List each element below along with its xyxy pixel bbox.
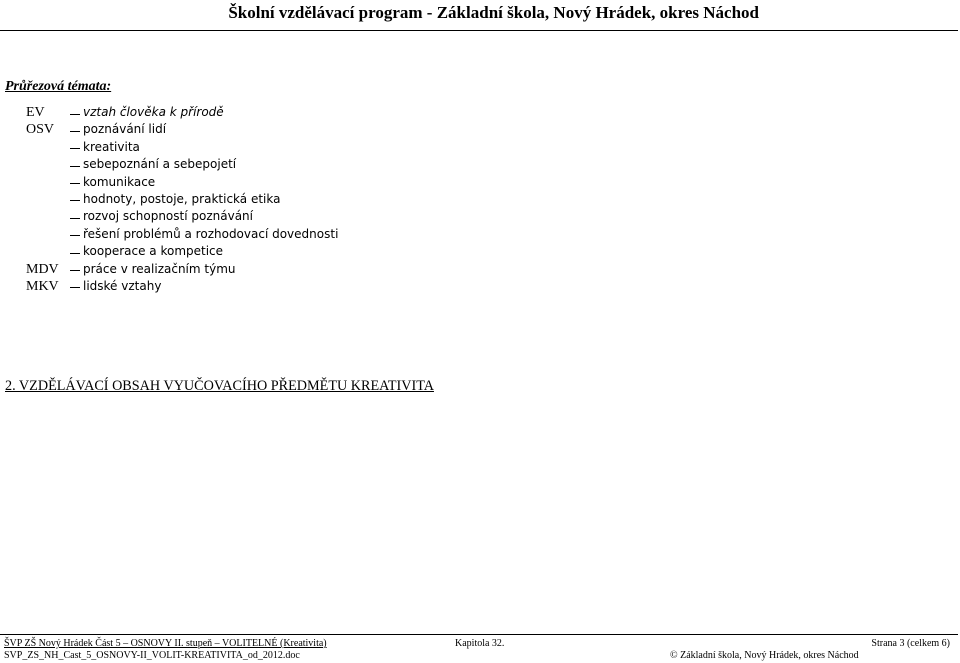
- topic-row: [0, 121, 600, 138]
- footer-chapter-number: Kapitola 32.: [455, 638, 505, 649]
- topic-label: kreativita: [83, 139, 140, 154]
- topic-abbreviation: OSV: [26, 122, 55, 138]
- footer-line-primary: [0, 638, 958, 650]
- topic-label: řešení problémů a rozhodovací dovednosti: [83, 226, 339, 241]
- topic-dash: [70, 218, 80, 219]
- topic-label: poznávání lidí: [83, 122, 167, 137]
- topic-dash: [70, 183, 80, 184]
- topic-dash: [70, 287, 80, 288]
- topic-dash: [70, 270, 80, 271]
- topic-abbreviation: MDV: [26, 261, 59, 277]
- topic-label: lidské vztahy: [83, 278, 162, 293]
- footer-file-name: SVP_ZS_NH_Cast_5_OSNOVY-II_VOLIT-KREATIVITA_od_2012.doc: [4, 650, 300, 661]
- topic-dash: [70, 235, 80, 236]
- topic-label: komunikace: [83, 174, 156, 189]
- topic-row: [0, 278, 600, 295]
- footer-divider: [0, 634, 958, 635]
- topic-label: vztah člověka k přírodě: [83, 105, 224, 119]
- topic-row: [0, 261, 600, 278]
- topic-row: [0, 156, 600, 173]
- page-header: [0, 0, 958, 31]
- topic-dash: [70, 131, 80, 132]
- topic-label: hodnoty, postoje, praktická etika: [83, 191, 281, 206]
- topic-abbreviation: MKV: [26, 278, 59, 294]
- footer-document-section-link[interactable]: ŠVP ZŠ Nový Hrádek Část 5 – OSNOVY II. stupeň – VOLITELNÉ (Kreativita): [4, 638, 327, 649]
- topic-row: [0, 174, 600, 191]
- footer-copyright: © Základní škola, Nový Hrádek, okres Náchod: [670, 650, 859, 661]
- footer-page-number: Strana 3 (celkem 6): [871, 638, 950, 649]
- topic-dash: [70, 200, 80, 201]
- topic-label: práce v realizačním týmu: [83, 261, 236, 276]
- topic-row: [0, 243, 600, 260]
- topic-dash: [70, 253, 80, 254]
- topic-row: [0, 139, 600, 156]
- topic-dash: [70, 166, 80, 167]
- topic-dash: [70, 148, 80, 149]
- footer-line-secondary: [0, 650, 958, 662]
- topic-label: rozvoj schopností poznávání: [83, 209, 253, 224]
- topic-row: [0, 208, 600, 225]
- document-title: Školní vzdělávací program - Základní škola, Nový Hrádek, okres Náchod: [228, 3, 759, 22]
- chapter-title: 2. VZDĚLÁVACÍ OBSAH VYUČOVACÍHO PŘEDMĚTU KREATIVITA: [5, 378, 434, 394]
- topic-row: [0, 191, 600, 208]
- topic-label: sebepoznání a sebepojetí: [83, 157, 237, 172]
- topic-row: [0, 104, 600, 121]
- topic-label: kooperace a kompetice: [83, 244, 224, 259]
- topic-row: [0, 226, 600, 243]
- cross-curricular-topics-list: [0, 104, 600, 295]
- cross-curricular-topics-heading: Průřezová témata:: [5, 79, 112, 94]
- topic-dash: [70, 114, 80, 115]
- topic-abbreviation: EV: [26, 105, 45, 120]
